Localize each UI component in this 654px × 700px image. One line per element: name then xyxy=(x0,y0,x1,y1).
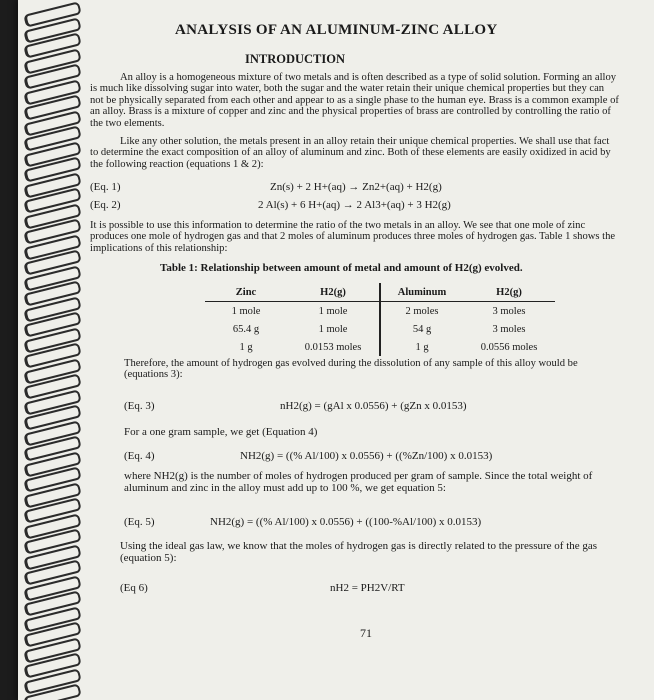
paragraph-intro: An alloy is a homogeneous mixture of two metals and is often described as a type of solid solution. Forming an alloy is much like dissolving sugar into water, both the sugar and the water retain their unique chemical properties but they can not be physically separated from each other and appear to as a single phase to the human eye. Brass is a common example of an alloy. Brass is a mixture of copper and zinc and the physical properties of brass are controlled by controlling the ratio of the two elements. xyxy=(90,72,619,129)
table-cell: 1 mole xyxy=(287,320,380,338)
table-header: Aluminum xyxy=(380,283,463,302)
eq5-label: (Eq. 5) xyxy=(124,516,155,528)
spiral-binding xyxy=(18,0,88,700)
table-header: H2(g) xyxy=(463,283,555,302)
table-cell: 1 g xyxy=(239,341,253,353)
table-row xyxy=(205,320,555,338)
eq2-label: (Eq. 2) xyxy=(90,199,121,211)
table-row xyxy=(205,302,555,321)
eq3-label: (Eq. 3) xyxy=(124,400,155,412)
table-cell: 65.4 g xyxy=(232,323,260,335)
eq6-label: (Eq 6) xyxy=(120,582,148,594)
paragraph-ideal-gas: Using the ideal gas law, we know that the moles of hydrogen gas is directly related to the pressure of the gas (equation 5): xyxy=(120,540,598,564)
table-header-row xyxy=(205,283,555,302)
table-caption: Table 1: Relationship between amount of metal and amount of H2(g) evolved. xyxy=(160,262,523,274)
page-number: 71 xyxy=(360,626,372,640)
table-cell: 1 mole xyxy=(287,302,380,321)
paragraph-solution: Like any other solution, the metals present in an alloy retain their unique chemical properties. We shall use that fact to determine the exact composition of an alloy of aluminum and zinc. Both of these elements are easily oxidized in acid by the following reaction (equations 1 & 2): xyxy=(90,136,611,170)
paragraph-one-gram: For a one gram sample, we get (Equation 4) xyxy=(124,426,318,438)
table-cell: 3 moles xyxy=(492,305,526,317)
table-cell: 54 g xyxy=(412,323,432,335)
document-page xyxy=(18,0,654,700)
table-cell: 0.0556 moles xyxy=(480,341,538,353)
eq6: nH2 = PH2V/RT xyxy=(330,582,405,594)
paragraph-where: where NH2(g) is the number of moles of hydrogen produced per gram of sample. Since the total weight of aluminum and zinc in the alloy must add up to 100 %, we get equation 5: xyxy=(124,470,593,494)
paragraph-ratio: It is possible to use this information to determine the ratio of the two metals in an alloy. We see that one mole of zinc produces one mole of hydrogen gas and that 2 moles of aluminum produces three moles of hydrogen gas. Table 1 shows the implications of this relationship: xyxy=(90,220,616,254)
table-header: H2(g) xyxy=(287,283,380,302)
eq4: NH2(g) = ((% Al/100) x 0.0556) + ((%Zn/100) x 0.0153) xyxy=(240,450,493,462)
table-cell: 2 moles xyxy=(405,305,439,317)
table-header: Zinc xyxy=(205,283,287,302)
relationship-table xyxy=(205,283,555,356)
eq2: 2 Al(s) + 6 H+(aq) → 2 Al3+(aq) + 3 H2(g) xyxy=(258,199,451,211)
table-cell: 3 moles xyxy=(492,323,526,335)
paragraph-therefore: Therefore, the amount of hydrogen gas evolved during the dissolution of any sample of this alloy would be (equations 3): xyxy=(124,358,578,381)
eq1: Zn(s) + 2 H+(aq) → Zn2+(aq) + H2(g) xyxy=(270,181,442,193)
section-heading: INTRODUCTION xyxy=(245,52,346,66)
document-title: ANALYSIS OF AN ALUMINUM-ZINC ALLOY xyxy=(175,22,498,38)
eq1-label: (Eq. 1) xyxy=(90,181,121,193)
table-row xyxy=(205,338,555,356)
table-cell: 1 g xyxy=(415,341,429,353)
eq3: nH2(g) = (gAl x 0.0556) + (gZn x 0.0153) xyxy=(280,400,467,412)
eq5: NH2(g) = ((% Al/100) x 0.0556) + ((100-%Al/100) x 0.0153) xyxy=(210,516,482,528)
table-cell: 0.0153 moles xyxy=(287,338,380,356)
table-cell: 1 mole xyxy=(231,305,261,317)
eq4-label: (Eq. 4) xyxy=(124,450,155,462)
